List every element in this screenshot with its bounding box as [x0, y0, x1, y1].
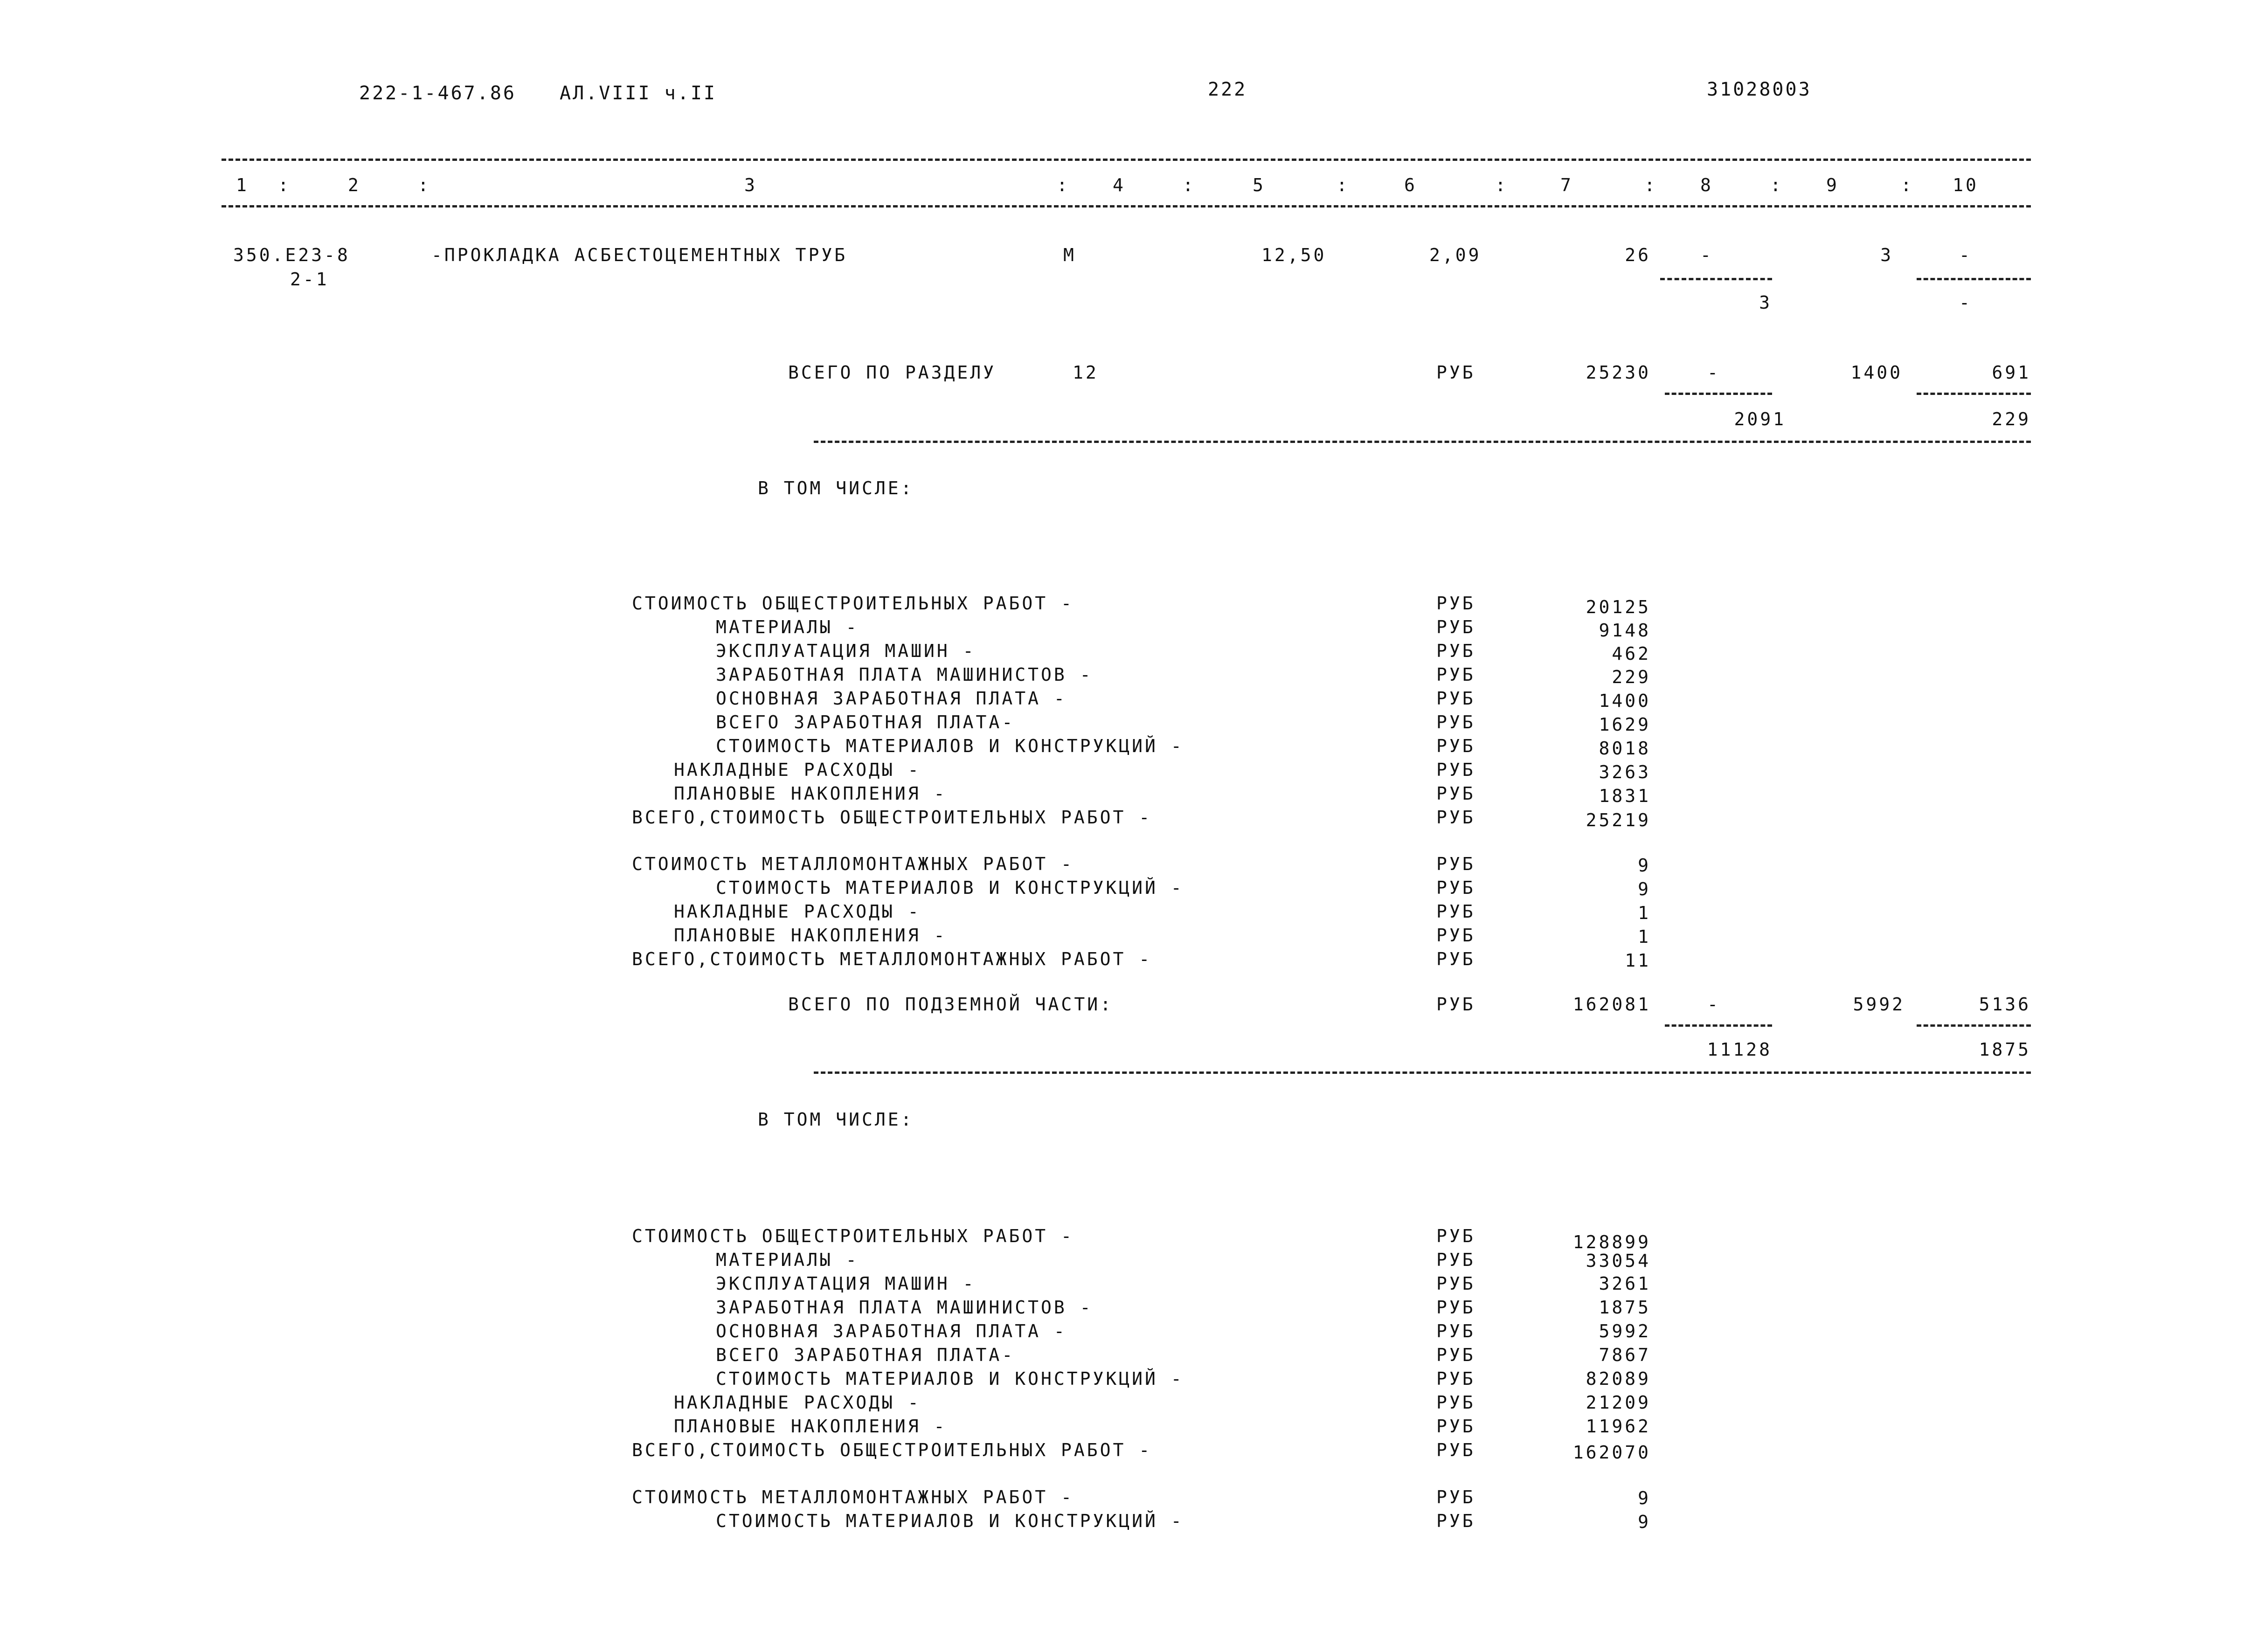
col-sep: : [1495, 175, 1508, 195]
list-item-unit: РУБ [1436, 736, 1475, 756]
list-item-label: СТОИМОСТЬ ОБЩЕСТРОИТЕЛЬНЫХ РАБОТ - [632, 1226, 1074, 1246]
list-item-value: 11 [1625, 950, 1651, 971]
doc-number: 31028003 [1707, 79, 1812, 100]
list-item-unit: РУБ [1436, 641, 1475, 661]
underground-total-col7: 162081 [1572, 994, 1651, 1015]
list-item-label: ЭКСПЛУАТАЦИЯ МАШИН - [716, 641, 976, 661]
underground-total-unit: РУБ [1436, 994, 1475, 1015]
section-total-col10-rule [1917, 393, 2031, 395]
including-label: В ТОМ ЧИСЛЕ: [758, 478, 914, 498]
list-item-unit: РУБ [1436, 901, 1475, 922]
list-item-value: 25219 [1586, 810, 1651, 830]
col-2-header: 2 [348, 175, 361, 195]
item-subcode: 2-1 [290, 269, 329, 290]
section-total-col8: - [1707, 362, 1720, 383]
underground-total-col10-rule [1917, 1024, 2031, 1027]
section-total-col9: 1400 [1850, 362, 1903, 383]
list-item-value: 462 [1612, 643, 1651, 664]
list-item-value: 9 [1638, 1512, 1651, 1532]
list-item-unit: РУБ [1436, 854, 1475, 874]
list-item-label: ВСЕГО ЗАРАБОТНАЯ ПЛАТА- [716, 712, 1015, 733]
list-item-value: 162070 [1572, 1442, 1651, 1463]
list-item-label: НАКЛАДНЫЕ РАСХОДЫ - [674, 1392, 921, 1413]
list-item-value: 9148 [1599, 620, 1651, 641]
col-6-header: 6 [1404, 175, 1417, 195]
item-col8-rule [1660, 278, 1772, 280]
list-item-unit: РУБ [1436, 1297, 1475, 1318]
list-item-label: МАТЕРИАЛЫ - [716, 617, 859, 637]
album-label: АЛ.VIII ч.II [560, 83, 717, 104]
underground-total-col8-sub: 11128 [1707, 1039, 1772, 1060]
list-item-unit: РУБ [1436, 593, 1475, 614]
item-col9: 3 [1880, 245, 1893, 265]
section-total-number: 12 [1073, 362, 1099, 383]
col-3-header: 3 [744, 175, 757, 195]
list-item-label: МАТЕРИАЛЫ - [716, 1250, 859, 1270]
list-item-unit: РУБ [1436, 1392, 1475, 1413]
col-7-header: 7 [1560, 175, 1573, 195]
list-item-label: СТОИМОСТЬ МАТЕРИАЛОВ И КОНСТРУКЦИЙ - [716, 1511, 1184, 1531]
item-col5: 12,50 [1261, 245, 1327, 265]
list-item-unit: РУБ [1436, 783, 1475, 804]
list-item-unit: РУБ [1436, 1440, 1475, 1460]
item-col8-sub: 3 [1759, 292, 1772, 313]
table-header-rule [222, 205, 2031, 207]
list-item-unit: РУБ [1436, 1273, 1475, 1294]
list-item-unit: РУБ [1436, 1369, 1475, 1389]
underground-total-col8: - [1707, 994, 1720, 1015]
underground-total-rule [814, 1071, 2031, 1074]
list-item-unit: РУБ [1436, 1321, 1475, 1341]
col-5-header: 5 [1253, 175, 1266, 195]
list-item-unit: РУБ [1436, 712, 1475, 733]
list-item-value: 1 [1638, 903, 1651, 923]
list-item-value: 5992 [1599, 1321, 1651, 1341]
list-item-label: СТОИМОСТЬ ОБЩЕСТРОИТЕЛЬНЫХ РАБОТ - [632, 593, 1074, 614]
list-item-label: ПЛАНОВЫЕ НАКОПЛЕНИЯ - [674, 925, 947, 946]
col-sep: : [1337, 175, 1350, 195]
list-item-value: 20125 [1586, 597, 1651, 617]
list-item-unit: РУБ [1436, 1226, 1475, 1246]
list-item-unit: РУБ [1436, 688, 1475, 709]
col-sep: : [1770, 175, 1783, 195]
list-item-unit: РУБ [1436, 1487, 1475, 1507]
list-item-label: ОСНОВНАЯ ЗАРАБОТНАЯ ПЛАТА - [716, 688, 1067, 709]
list-item-unit: РУБ [1436, 1416, 1475, 1437]
col-1-header: 1 [236, 175, 249, 195]
section-total-unit: РУБ [1436, 362, 1475, 383]
list-item-unit: РУБ [1436, 949, 1475, 969]
list-item-value: 3261 [1599, 1273, 1651, 1294]
col-sep: : [418, 175, 431, 195]
list-item-label: ЗАРАБОТНАЯ ПЛАТА МАШИНИСТОВ - [716, 664, 1093, 685]
list-item-value: 82089 [1586, 1369, 1651, 1389]
underground-total-label: ВСЕГО ПО ПОДЗЕМНОЙ ЧАСТИ: [788, 994, 1113, 1015]
item-unit: М [1063, 245, 1076, 265]
item-col8: - [1700, 245, 1713, 265]
list-item-label: ПЛАНОВЫЕ НАКОПЛЕНИЯ - [674, 1416, 947, 1437]
list-item-label: СТОИМОСТЬ МАТЕРИАЛОВ И КОНСТРУКЦИЙ - [716, 1369, 1184, 1389]
col-9-header: 9 [1826, 175, 1839, 195]
list-item-label: ЭКСПЛУАТАЦИЯ МАШИН - [716, 1273, 976, 1294]
section-total-rule [814, 441, 2031, 443]
section-total-label: ВСЕГО ПО РАЗДЕЛУ [788, 362, 997, 383]
item-col7: 26 [1625, 245, 1651, 265]
list-item-unit: РУБ [1436, 925, 1475, 946]
col-sep: : [1057, 175, 1070, 195]
list-item-label: ОСНОВНАЯ ЗАРАБОТНАЯ ПЛАТА - [716, 1321, 1067, 1341]
list-item-label: ЗАРАБОТНАЯ ПЛАТА МАШИНИСТОВ - [716, 1297, 1093, 1318]
list-item-label: СТОИМОСТЬ МАТЕРИАЛОВ И КОНСТРУКЦИЙ - [716, 878, 1184, 898]
item-col10-rule [1917, 278, 2031, 280]
section-total-col10: 691 [1992, 362, 2031, 383]
list-item-value: 1629 [1599, 714, 1651, 735]
col-8-header: 8 [1700, 175, 1713, 195]
list-item-label: НАКЛАДНЫЕ РАСХОДЫ - [674, 901, 921, 922]
list-item-value: 21209 [1586, 1392, 1651, 1413]
section-total-col8-sub: 2091 [1734, 409, 1786, 429]
col-sep: : [278, 175, 291, 195]
list-item-label: ВСЕГО,СТОИМОСТЬ ОБЩЕСТРОИТЕЛЬНЫХ РАБОТ - [632, 1440, 1152, 1460]
list-item-label: НАКЛАДНЫЕ РАСХОДЫ - [674, 760, 921, 780]
underground-total-col10-sub: 1875 [1979, 1039, 2031, 1060]
col-sep: : [1644, 175, 1657, 195]
col-sep: : [1183, 175, 1196, 195]
list-item-label: СТОИМОСТЬ МЕТАЛЛОМОНТАЖНЫХ РАБОТ - [632, 854, 1074, 874]
section-total-col8-rule [1665, 393, 1772, 395]
list-item-unit: РУБ [1436, 664, 1475, 685]
list-item-label: ВСЕГО ЗАРАБОТНАЯ ПЛАТА- [716, 1345, 1015, 1365]
list-item-value: 128899 [1572, 1232, 1651, 1252]
list-item-unit: РУБ [1436, 617, 1475, 637]
table-top-rule [222, 159, 2031, 161]
doc-code: 222-1-467.86 [359, 83, 516, 104]
underground-total-col10: 5136 [1979, 994, 2031, 1015]
list-item-label: ПЛАНОВЫЕ НАКОПЛЕНИЯ - [674, 783, 947, 804]
underground-total-col8-rule [1665, 1024, 1772, 1027]
item-col6: 2,09 [1429, 245, 1482, 265]
list-item-value: 229 [1612, 667, 1651, 687]
list-item-unit: РУБ [1436, 807, 1475, 828]
list-item-label: СТОИМОСТЬ МАТЕРИАЛОВ И КОНСТРУКЦИЙ - [716, 736, 1184, 756]
list-item-unit: РУБ [1436, 1511, 1475, 1531]
list-item-unit: РУБ [1436, 1345, 1475, 1365]
item-name: -ПРОКЛАДКА АСБЕСТОЦЕМЕНТНЫХ ТРУБ [431, 245, 848, 265]
list-item-value: 7867 [1599, 1345, 1651, 1365]
list-item-label: СТОИМОСТЬ МЕТАЛЛОМОНТАЖНЫХ РАБОТ - [632, 1487, 1074, 1507]
col-4-header: 4 [1113, 175, 1126, 195]
item-col10: - [1959, 245, 1972, 265]
section-total-col7: 25230 [1586, 362, 1651, 383]
item-code: 350.Е23-8 [233, 245, 350, 265]
underground-total-col9: 5992 [1853, 994, 1905, 1015]
list-item-value: 9 [1638, 855, 1651, 876]
list-item-value: 9 [1638, 1488, 1651, 1508]
list-item-unit: РУБ [1436, 1250, 1475, 1270]
list-item-value: 1831 [1599, 786, 1651, 806]
page-number: 222 [1208, 79, 1247, 100]
list-item-value: 9 [1638, 879, 1651, 899]
section-total-col10-sub: 229 [1992, 409, 2031, 429]
col-sep: : [1901, 175, 1914, 195]
list-item-unit: РУБ [1436, 878, 1475, 898]
list-item-value: 1400 [1599, 691, 1651, 711]
including-label-2: В ТОМ ЧИСЛЕ: [758, 1109, 914, 1130]
list-item-value: 33054 [1586, 1251, 1651, 1271]
list-item-value: 3263 [1599, 762, 1651, 782]
list-item-label: ВСЕГО,СТОИМОСТЬ МЕТАЛЛОМОНТАЖНЫХ РАБОТ - [632, 949, 1152, 969]
list-item-value: 1875 [1599, 1297, 1651, 1318]
list-item-value: 11962 [1586, 1416, 1651, 1437]
item-col10-sub: - [1959, 292, 1972, 313]
list-item-value: 1 [1638, 926, 1651, 947]
list-item-value: 8018 [1599, 738, 1651, 759]
list-item-label: ВСЕГО,СТОИМОСТЬ ОБЩЕСТРОИТЕЛЬНЫХ РАБОТ - [632, 807, 1152, 828]
list-item-unit: РУБ [1436, 760, 1475, 780]
col-10-header: 10 [1953, 175, 1979, 195]
